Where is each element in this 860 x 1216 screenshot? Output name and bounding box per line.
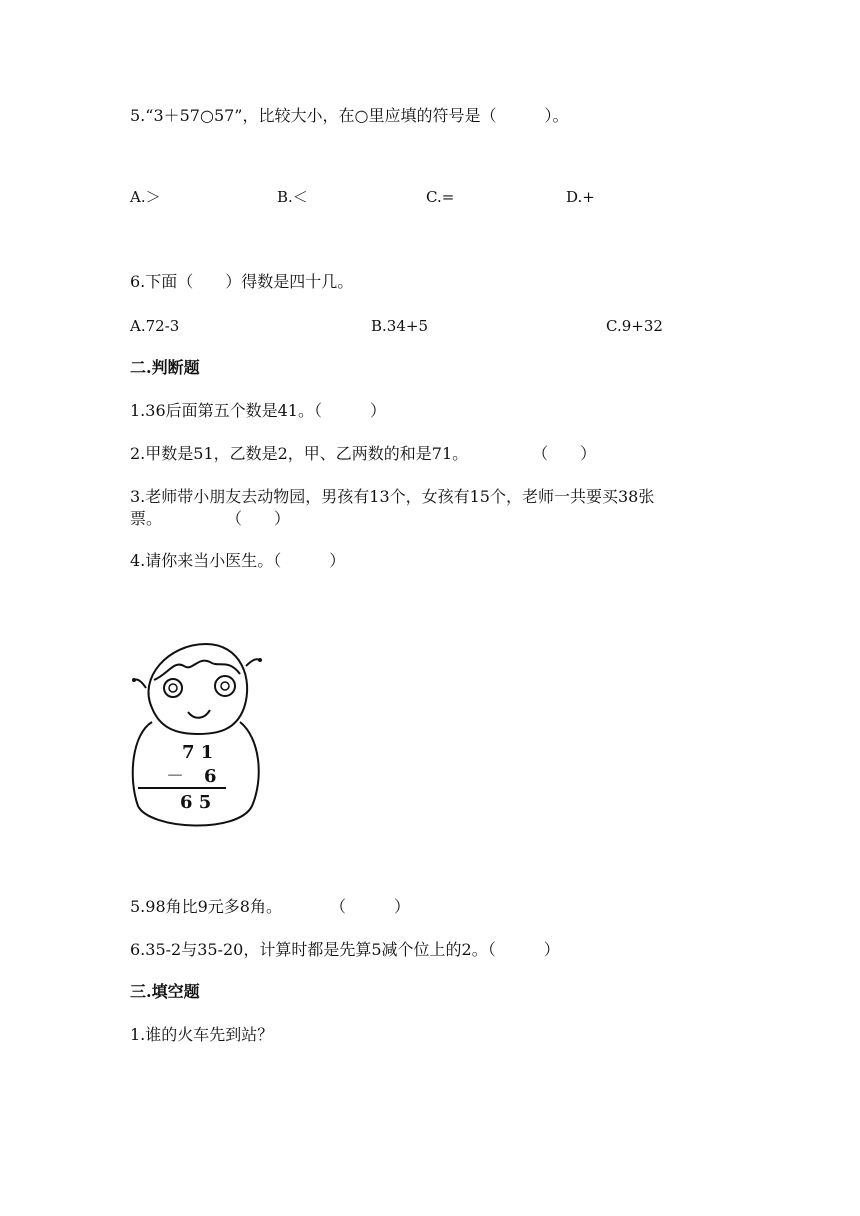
option-c: C.= (426, 188, 455, 206)
left-eye-icon (164, 679, 182, 697)
figure-minus-sign: － (166, 766, 184, 787)
option-b: B.＜ (277, 188, 308, 206)
figure-row-3: 6 5 (180, 792, 212, 813)
question-5-text: 5.“3＋57○57”，比较大小，在○里应填的符号是（ ）。 (130, 106, 569, 125)
fill-question-1: 1.谁的火车先到站？ (130, 1025, 274, 1044)
option-d: D.+ (566, 188, 595, 206)
doll-mouth (188, 710, 210, 718)
question-6-text: 6.下面（ ）得数是四十几。 (130, 272, 354, 291)
section-title: 二.判断题 (130, 358, 200, 377)
right-eye-icon (215, 676, 235, 696)
judge-question-4: 4.请你来当小医生。（ ） (130, 551, 346, 570)
judge-question-6: 6.35-2与35-20，计算时都是先算5减个位上的2。（ ） (130, 940, 560, 959)
section-title: 三.填空题 (130, 982, 200, 1001)
option-a: A.＞ (130, 188, 161, 206)
judge-question-1: 1.36后面第五个数是41。（ ） (130, 401, 386, 420)
judge-question-3-line1: 3.老师带小朋友去动物园，男孩有13个，女孩有15个，老师一共要买38张 (130, 487, 655, 506)
figure-row-2: 6 (204, 766, 217, 787)
option-c: C.9+32 (606, 317, 663, 335)
figure-row-1: 7 1 (182, 742, 214, 763)
doll-subtraction-figure (128, 638, 268, 834)
right-antenna-icon (246, 659, 260, 666)
option-a: A.72-3 (130, 317, 180, 335)
judge-question-3-line2: 票。 （ ） (130, 509, 291, 528)
judge-question-2: 2.甲数是51，乙数是2，甲、乙两数的和是71。 （ ） (130, 444, 597, 463)
judge-question-5: 5.98角比9元多8角。 （ ） (130, 897, 410, 916)
option-b: B.34+5 (371, 317, 428, 335)
